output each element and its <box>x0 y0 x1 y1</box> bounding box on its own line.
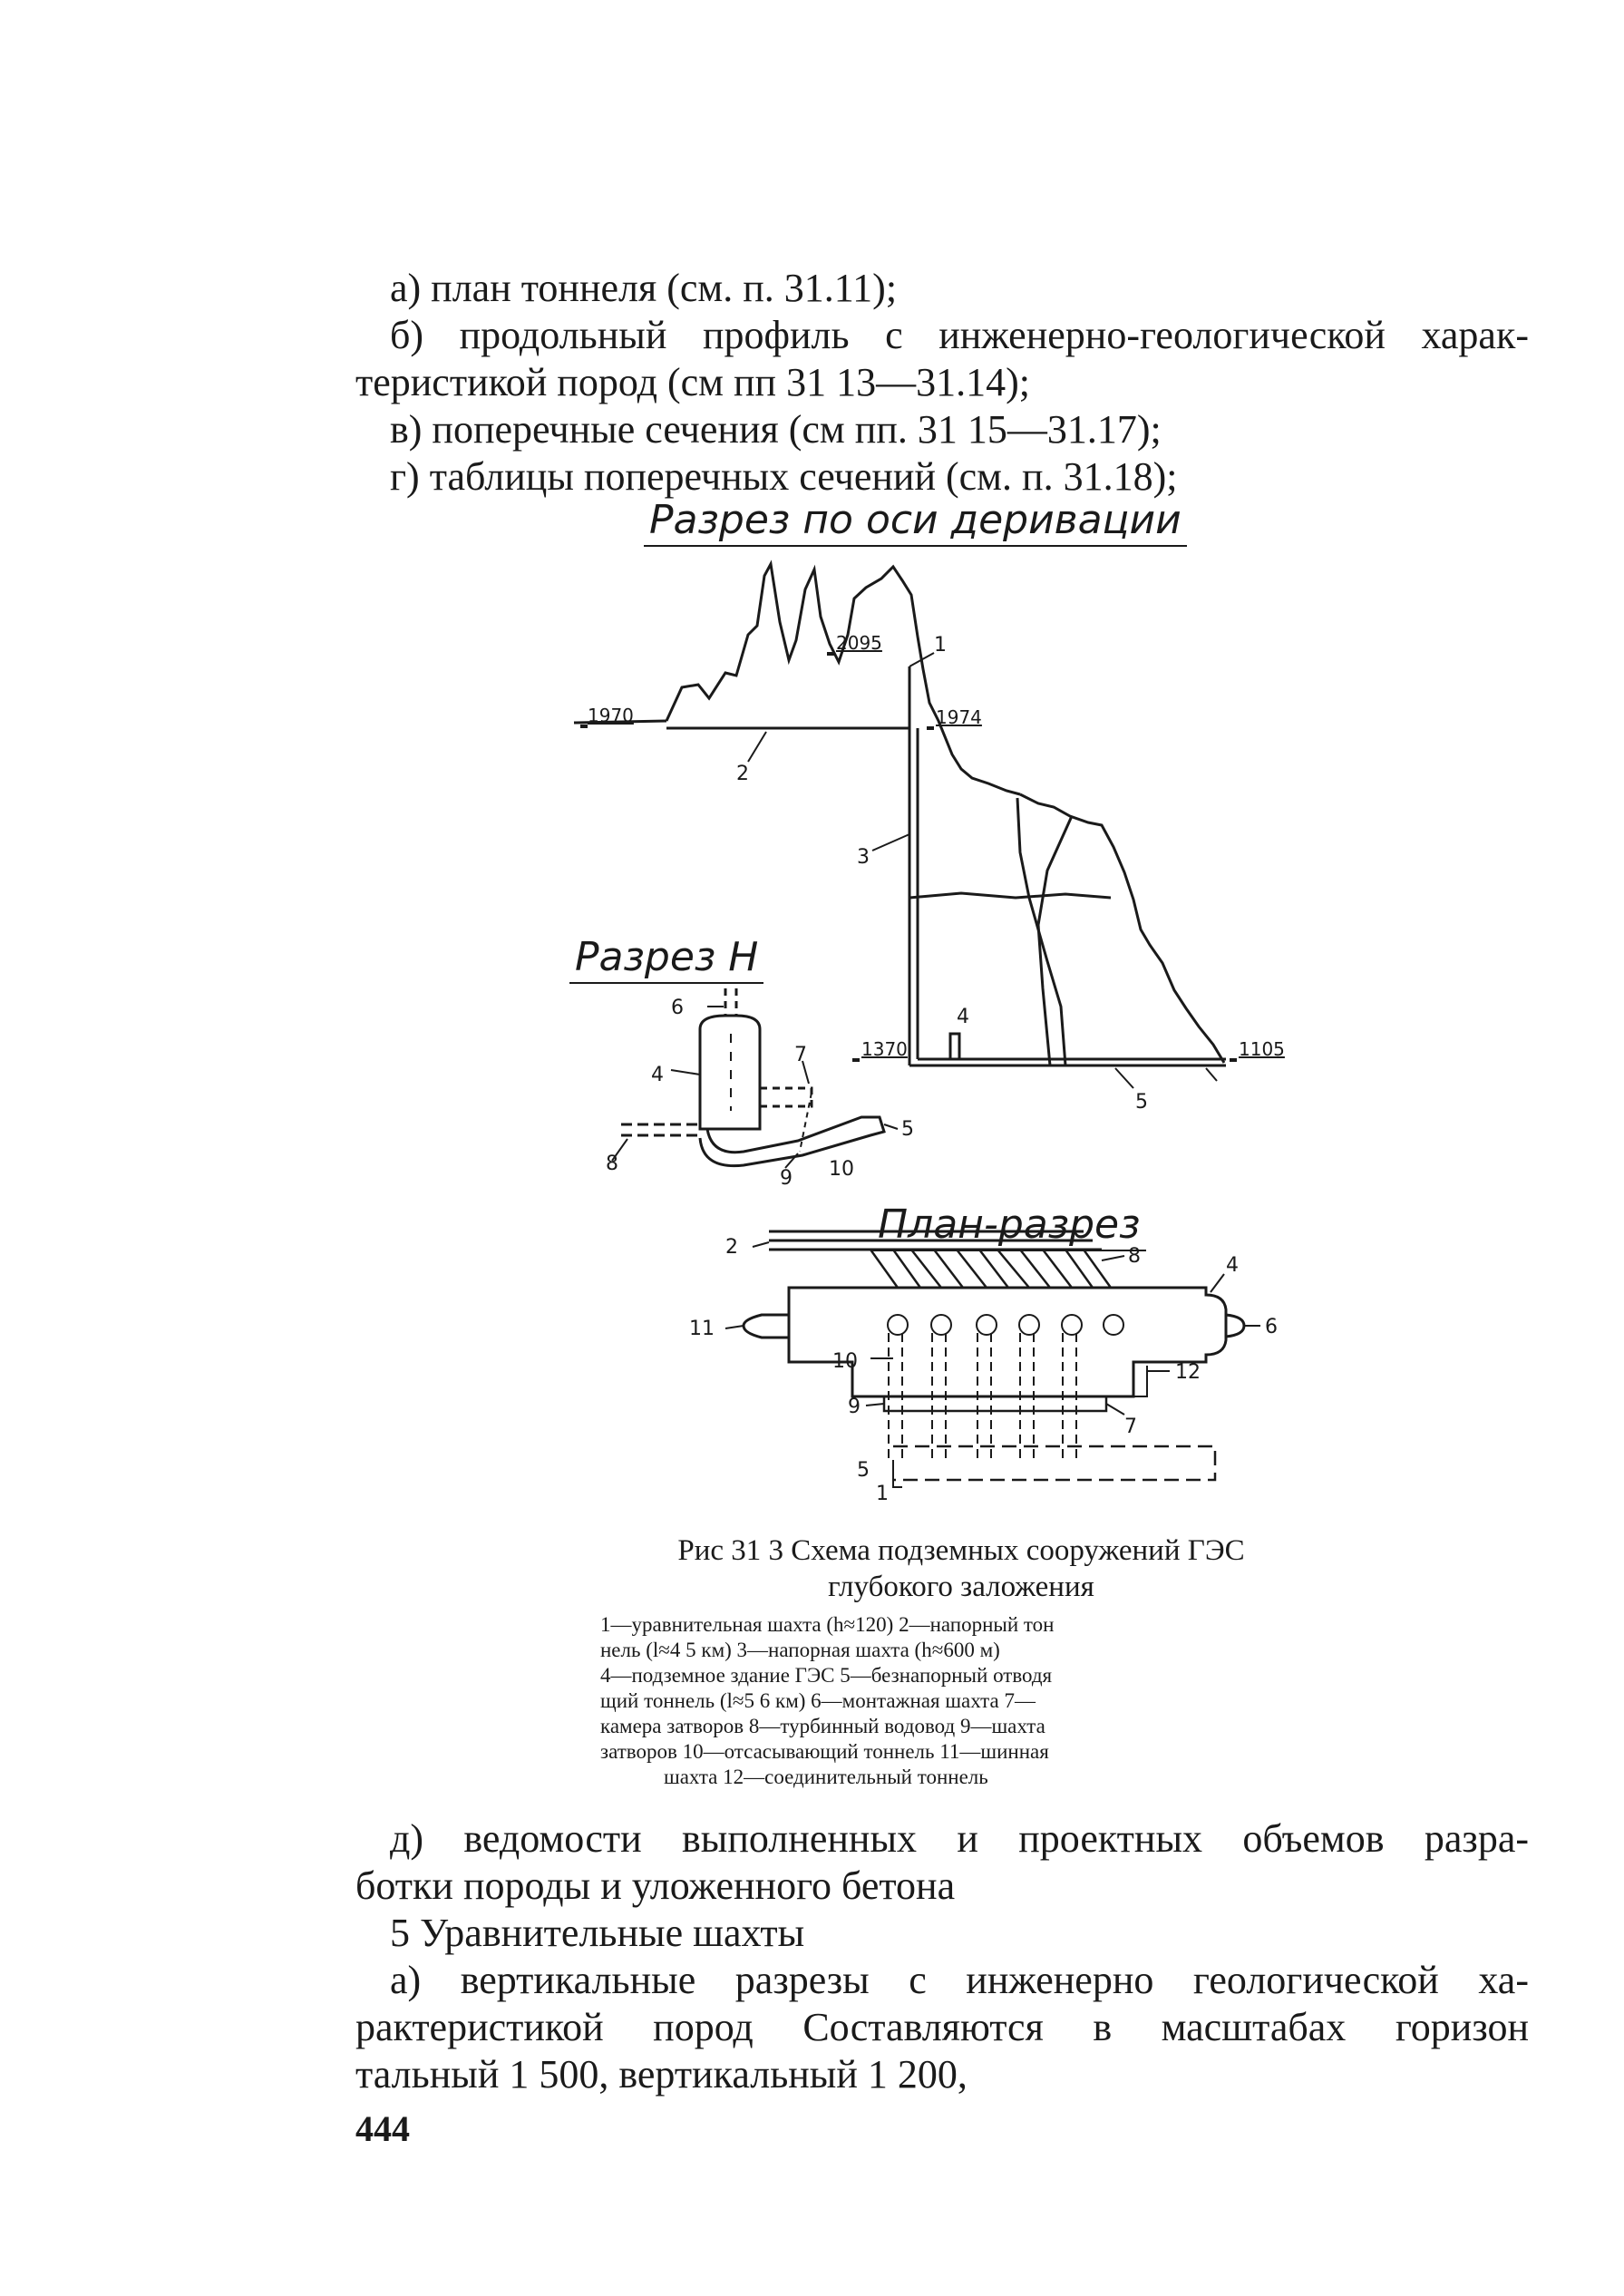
legend-line-2: нель (l≈4 5 км) 3—напорная шахта (h≈600 м) <box>600 1639 1000 1661</box>
gate-chamber-7-plan <box>884 1396 1106 1411</box>
item-a-plan: а) план тоннеля (см. п. 31.11); <box>390 266 898 310</box>
gate-chamber-7 <box>760 1088 812 1106</box>
svg-text:4: 4 <box>1226 1254 1239 1277</box>
svg-text:1: 1 <box>876 1483 889 1505</box>
section-5-heading: 5 Уравнительные шахты <box>390 1911 805 1955</box>
gpp-hall-plan <box>789 1288 1226 1396</box>
svg-text:6: 6 <box>1265 1316 1278 1338</box>
geology-line-1 <box>1017 798 1065 1065</box>
page-number: 444 <box>355 2108 410 2149</box>
item-d-volumes-line1: д) ведомости выполненных и проектных объемов разра- <box>390 1816 1529 1861</box>
legend-line-1: 1—уравнительная шахта (h≈120) 2—напорный тон <box>600 1613 1055 1636</box>
elev-1105: 1105 <box>1239 1038 1285 1060</box>
pressure-tunnel-plan <box>769 1231 1102 1250</box>
svg-text:2: 2 <box>725 1236 738 1259</box>
assembly-shaft-6 <box>725 988 736 1016</box>
terrain-profile-left <box>666 564 1020 794</box>
svg-text:10: 10 <box>832 1350 858 1373</box>
turbine-conduits-plan <box>870 1250 1111 1288</box>
item-a-vertical-sections-line2: рактеристикой пород Составляются в масштабах горизон <box>355 2005 1529 2049</box>
item-g-tables: г) таблицы поперечных сечений (см. п. 31.18); <box>390 454 1178 499</box>
elev-1970: 1970 <box>588 705 634 726</box>
svg-text:10: 10 <box>829 1158 854 1181</box>
legend-line-7: шахта 12—соединительный тоннель <box>664 1766 988 1788</box>
svg-text:3: 3 <box>857 846 870 869</box>
legend-line-3: 4—подземное здание ГЭС 5—безнапорный отводя <box>600 1664 1053 1687</box>
svg-text:8: 8 <box>606 1153 618 1175</box>
svg-text:1: 1 <box>934 634 947 657</box>
svg-text:5: 5 <box>901 1118 914 1141</box>
svg-text:7: 7 <box>1124 1416 1137 1438</box>
legend-line-4: щий тоннель (l≈5 6 км) 6—монтажная шахта 7— <box>600 1689 1036 1712</box>
figure-caption-line2: глубокого заложения <box>828 1571 1094 1603</box>
figure-section-title: Разрез по оси деривации <box>644 497 1187 547</box>
legend-line-6: затворов 10—отсасывающий тоннель 11—шинная <box>600 1740 1049 1763</box>
figure-caption-line1: Рис 31 3 Схема подземных сооружений ГЭС <box>677 1534 1245 1567</box>
item-v-cross-sections: в) поперечные сечения (см пп. 31 15—31.17); <box>390 407 1162 452</box>
item-a-vertical-sections-line3: тальный 1 500, вертикальный 1 200, <box>355 2052 968 2097</box>
svg-text:8: 8 <box>1128 1245 1141 1268</box>
elev-1370: 1370 <box>861 1038 908 1060</box>
geology-line-horizontal <box>909 893 1111 898</box>
svg-text:5: 5 <box>1135 1091 1148 1114</box>
turbine-units-plan <box>888 1315 1123 1335</box>
figure-plan-title: План-разрез <box>872 1202 1146 1251</box>
draft-tunnel-10 <box>700 1117 884 1166</box>
connecting-tunnel-12 <box>1133 1366 1147 1396</box>
legend-line-5: камера затворов 8—турбинный водовод 9—шахта <box>600 1715 1045 1737</box>
svg-text:9: 9 <box>780 1167 793 1190</box>
gpp-hall-small <box>950 1034 959 1059</box>
item-b-profile-line1: б) продольный профиль с инженерно-геологической харак- <box>390 313 1529 357</box>
svg-text:9: 9 <box>848 1396 861 1418</box>
svg-text:12: 12 <box>1175 1361 1201 1384</box>
elev-1974: 1974 <box>936 706 982 728</box>
turbine-conduit-8 <box>621 1124 700 1135</box>
item-d-volumes-line2: ботки породы и уложенного бетона <box>355 1863 956 1908</box>
svg-text:4: 4 <box>651 1064 664 1086</box>
elev-2095: 2095 <box>836 632 882 654</box>
svg-text:6: 6 <box>671 997 684 1019</box>
figure-section-h-title: Разрез Н <box>569 934 763 984</box>
tailrace-plan-5 <box>893 1446 1215 1480</box>
bus-shaft-11 <box>744 1315 789 1338</box>
svg-text:2: 2 <box>736 763 749 785</box>
item-b-profile-line2: теристикой пород (см пп 31 13—31.14); <box>355 360 1030 404</box>
terrain-profile-right <box>1020 794 1224 1063</box>
item-a-vertical-sections-line1: а) вертикальные разрезы с инженерно геологической ха- <box>390 1958 1529 2002</box>
svg-text:11: 11 <box>689 1318 715 1340</box>
svg-text:4: 4 <box>957 1006 969 1028</box>
svg-text:7: 7 <box>794 1044 807 1066</box>
geology-line-2 <box>1038 816 1072 1065</box>
assembly-shaft-6-plan <box>1226 1315 1244 1337</box>
svg-text:5: 5 <box>857 1459 870 1482</box>
